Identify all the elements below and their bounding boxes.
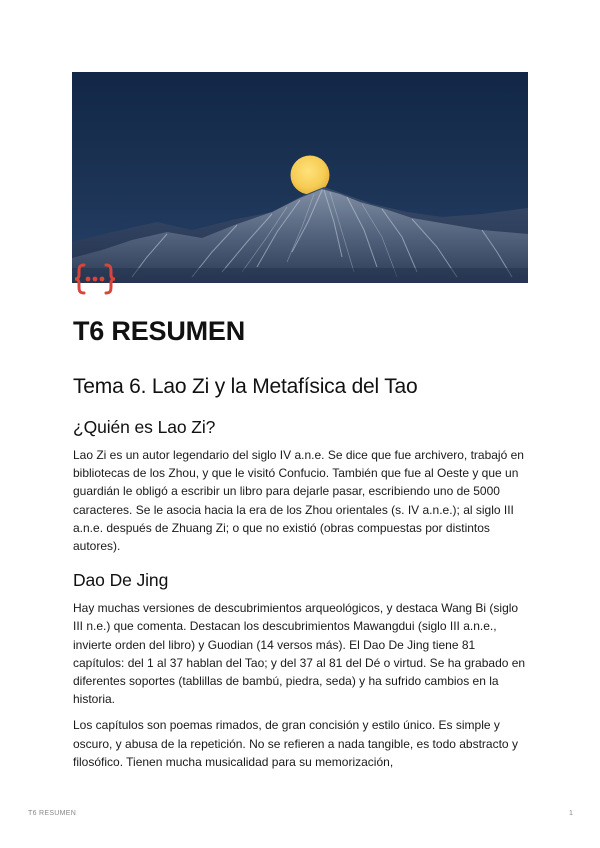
page-title: T6 RESUMEN (73, 316, 246, 346)
footer-title: T6 RESUMEN (28, 810, 77, 817)
cover-image (72, 72, 528, 283)
section-heading: Tema 6. Lao Zi y la Metafísica del Tao (73, 375, 418, 398)
subsection-heading-dao-de-jing: Dao De Jing (73, 570, 169, 591)
moon-over-mountains-illustration (72, 72, 528, 283)
curly-braces-ellipsis-icon (74, 262, 116, 296)
subsection-heading-quien-es-lao-zi: ¿Quién es Lao Zi? (73, 417, 216, 437)
footer-page-number: 1 (569, 810, 573, 817)
page-content (73, 312, 529, 779)
paragraph-dao-de-jing-2: Los capítulos son poemas rimados, de gran concisión y estilo único. Es simple y oscuro, y abusa de la repetición. No se refieren a nada tangible, es todo abstracto y filosófico. Tienen mucha musicalidad para su memorización, (73, 718, 518, 769)
paragraph-lao-zi: Lao Zi es un autor legendario del siglo IV a.n.e. Se dice que fue archivero, trabajó en bibliotecas de los Zhou, y que le visitó Confucio. También que fue al Oeste y que un guardián le obligó a escribir un libro para dejarle pasar, escribiendo uno de 5000 caracteres. Se le asocia hacia la era de los Zhou orientales (s. IV a.n.e.); al siglo III a.n.e. después de Zhuang Zi; o que no existió (obras compuestas por distintos autores). (73, 448, 524, 554)
page-icon (74, 262, 116, 296)
paragraph-dao-de-jing-1: Hay muchas versiones de descubrimientos arqueológicos, y destaca Wang Bi (siglo III n.e.) que comenta. Destacan los descubrimientos Mawangdui (siglo III a.n.e., invierte orden del libro) y Guodian (14 versos más). El Dao De Jing tiene 81 capítulos: del 1 al 37 hablan del Tao; y del 37 al 81 del Dé o virtud. Se ha grabado en diferentes soportes (tablillas de bambú, piedra, seda) y ha sufrido cambios en la historia. (73, 601, 526, 707)
